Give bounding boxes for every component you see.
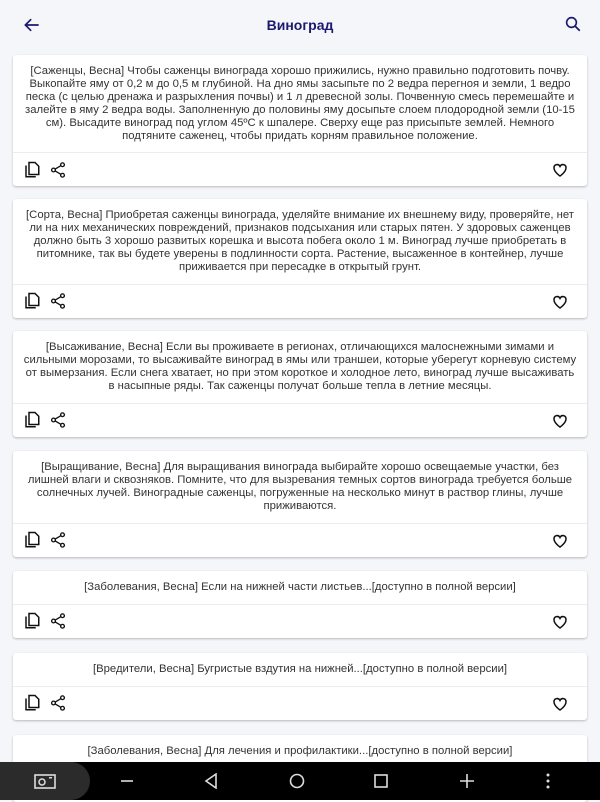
volume-down-icon[interactable] (120, 774, 134, 788)
share-icon[interactable] (49, 292, 67, 310)
more-vertical-icon[interactable] (545, 772, 551, 790)
share-icon[interactable] (49, 531, 67, 549)
camera-icon (34, 773, 56, 789)
home-circle-icon[interactable] (289, 773, 305, 789)
advice-card (13, 199, 587, 318)
copy-icon[interactable] (23, 694, 41, 712)
copy-icon[interactable] (23, 531, 41, 549)
share-icon[interactable] (49, 161, 67, 179)
advice-list[interactable] (13, 0, 587, 762)
favorite-heart-icon[interactable] (551, 613, 569, 631)
volume-up-icon[interactable] (459, 773, 475, 789)
page-title: Виноград (266, 17, 334, 33)
copy-icon[interactable] (23, 612, 41, 630)
advice-card (13, 451, 587, 557)
advice-card (13, 571, 587, 638)
card-actions (13, 403, 587, 437)
advice-card (13, 331, 587, 437)
advice-card (13, 653, 587, 720)
advice-card (13, 55, 587, 186)
card-actions (13, 284, 587, 318)
share-icon[interactable] (49, 411, 67, 429)
system-nav-bar (0, 762, 600, 800)
advice-text: [Высаживание, Весна] Если вы проживаете в регионах, отличающихся малоснежными зимами и сильными морозами, то высаживайте виноград в ямы или траншеи, которые уберегут корневую систему от вымерзания. Если снега хватает, но при этом короткое и холодное лето, виноград лучше высаживать в насыпные ряды. Так саженцы получат больше тепла в летние месяцы. (23, 341, 577, 392)
share-icon[interactable] (49, 694, 67, 712)
back-triangle-icon[interactable] (204, 773, 218, 789)
screenshot-button[interactable] (0, 762, 90, 800)
favorite-heart-icon[interactable] (551, 695, 569, 713)
recents-square-icon[interactable] (374, 774, 388, 788)
advice-text: [Сорта, Весна] Приобретая саженцы винограда, уделяйте внимание их внешнему виду, проверяйте, нет ли на них механических повреждений, признаков подсыхания или старых пятен. У здоровых саженцев должно быть 3 хорошо развитых корешка и высота побега около 1 м. Виноград лучше приобретать в питомнике, так вы будете уверены в подлинности сорта. Растение, высаженное в контейнер, лучше приживается при пересадке в открытый грунт. (26, 209, 574, 273)
card-actions (13, 152, 587, 186)
advice-text: [Вредители, Весна] Бугристые вздутия на нижней...[доступно в полной версии] (92, 663, 508, 675)
card-actions (13, 604, 587, 638)
favorite-heart-icon[interactable] (551, 293, 569, 311)
copy-icon[interactable] (23, 411, 41, 429)
advice-text: [Заболевания, Весна] Если на нижней части листьев...[доступно в полной версии] (84, 581, 516, 593)
favorite-heart-icon[interactable] (551, 412, 569, 430)
advice-text: [Заболевания, Весна] Для лечения и профилактики...[доступно в полной версии] (87, 745, 513, 757)
favorite-heart-icon[interactable] (551, 532, 569, 550)
advice-text: [Саженцы, Весна] Чтобы саженцы винограда хорошо прижились, нужно правильно подготовить почву. Выкопайте яму от 0,2 м до 0,5 м глубиной. На дно ямы засыпьте по 2 ведра перегноя и земли, 1 ведро песка (с целью дренажа и разрыхления почвы) и 1 л древесной золы. Почвенную смесь перемешайте и залейте в яму 2 ведра воды. Заполненную до половины яму досыпьте слоем плодородной земли (10-15 см). Высадите виноград под углом 45ºС к шпалере. Сверху еще раз присыпьте землей. Немного подтяните саженец, чтобы придать корням правильное положение. (25, 65, 575, 142)
card-actions (13, 523, 587, 557)
favorite-heart-icon[interactable] (551, 161, 569, 179)
copy-icon[interactable] (23, 161, 41, 179)
card-actions (13, 686, 587, 720)
share-icon[interactable] (49, 612, 67, 630)
advice-text: [Выращивание, Весна] Для выращивания винограда выбирайте хорошо освещаемые участки, без лишней влаги и сквозняков. Помните, что для вызревания темных сортов винограда требуется больше солнечных лучей. Виноградные саженцы, погруженные на несколько минут в раствор глины, лучше приживаются. (27, 461, 573, 512)
copy-icon[interactable] (23, 292, 41, 310)
